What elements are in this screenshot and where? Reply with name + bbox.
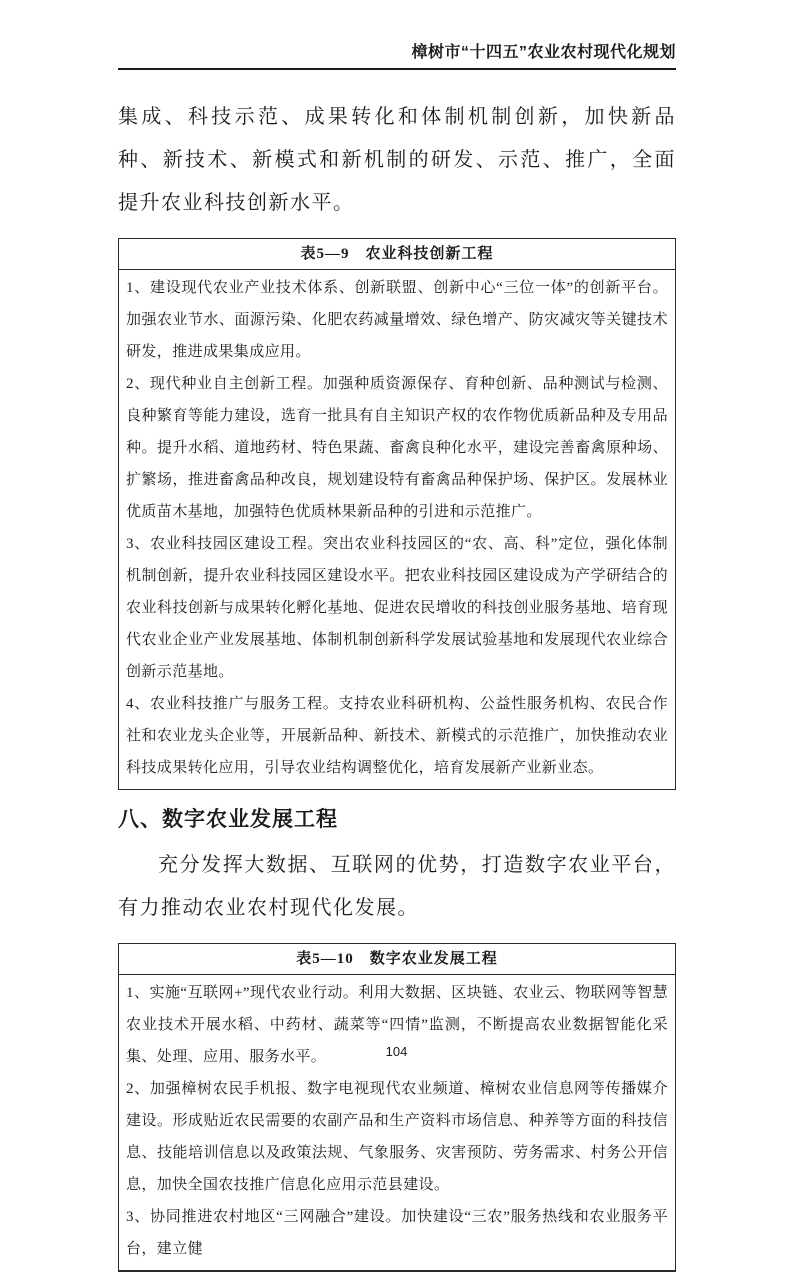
table-digital-agriculture — [118, 943, 676, 1272]
table2-caption: 表5—10 数字农业发展工程 — [119, 944, 675, 975]
page-number: 104 — [385, 1044, 408, 1059]
page-footer — [0, 1044, 793, 1059]
page-header — [118, 0, 676, 70]
document-title: 樟树市“十四五”农业农村现代化规划 — [411, 44, 676, 61]
table-row: 2、现代种业自主创新工程。加强种质资源保存、育种创新、品种测试与检测、良种繁育等能力建设，选育一批具有自主知识产权的农作物优质新品种及专用品种。提升水稻、道地药材、特色果蔬、畜禽良种化水平，建设完善畜禽原种场、扩繁场，推进畜禽品种改良，规划建设特有畜禽品种保护场、保护区。发展林业优质苗木基地，加强特色优质林果新品种的引进和示范推广。 — [126, 376, 668, 520]
table-row: 2、加强樟树农民手机报、数字电视现代农业频道、樟树农业信息网等传播媒介建设。形成贴近农民需要的农副产品和生产资料市场信息、种养等方面的科技信息、技能培训信息以及政策法规、气象服务、灾害预防、劳务需求、村务公开信息，加快全国农技推广信息化应用示范县建设。 — [126, 1081, 668, 1193]
table-row: 3、农业科技园区建设工程。突出农业科技园区的“农、高、科”定位，强化体制机制创新，提升农业科技园区建设水平。把农业科技园区建设成为产学研结合的农业科技创新与成果转化孵化基地、促进农民增收的科技创业服务基地、培育现代农业企业产业发展基地、体制机制创新科学发展试验基地和发展现代农业综合创新示范基地。 — [126, 536, 668, 680]
table-row: 4、农业科技推广与服务工程。支持农业科研机构、公益性服务机构、农民合作社和农业龙头企业等，开展新品种、新技术、新模式的示范推广，加快推动农业科技成果转化应用，引导农业结构调整优化，培育发展新产业新业态。 — [126, 696, 668, 776]
table-row: 3、协同推进农村地区“三网融合”建设。加快建设“三农”服务热线和农业服务平台，建立健 — [126, 1209, 668, 1257]
section-paragraph: 充分发挥大数据、互联网的优势，打造数字农业平台，有力推动农业农村现代化发展。 — [118, 854, 676, 919]
table2-body — [119, 975, 675, 1270]
table1-caption: 表5—9 农业科技创新工程 — [119, 239, 675, 270]
page-content — [118, 0, 676, 1272]
intro-paragraph: 集成、科技示范、成果转化和体制机制创新，加快新品种、新技术、新模式和新机制的研发、示范、推广，全面提升农业科技创新水平。 — [118, 106, 676, 214]
table-row: 1、建设现代农业产业技术体系、创新联盟、创新中心“三位一体”的创新平台。加强农业节水、面源污染、化肥农药减量增效、绿色增产、防灾减灾等关键技术研发，推进成果集成应用。 — [126, 280, 668, 360]
table-agtech-innovation — [118, 238, 676, 790]
table-row: 1、实施“互联网+”现代农业行动。利用大数据、区块链、农业云、物联网等智慧农业技术开展水稻、中药材、蔬菜等“四情”监测，不断提高农业数据智能化采集、处理、应用、服务水平。 — [126, 985, 668, 1065]
table1-body — [119, 270, 675, 789]
section-heading-digital-agriculture: 八、数字农业发展工程 — [118, 808, 338, 831]
